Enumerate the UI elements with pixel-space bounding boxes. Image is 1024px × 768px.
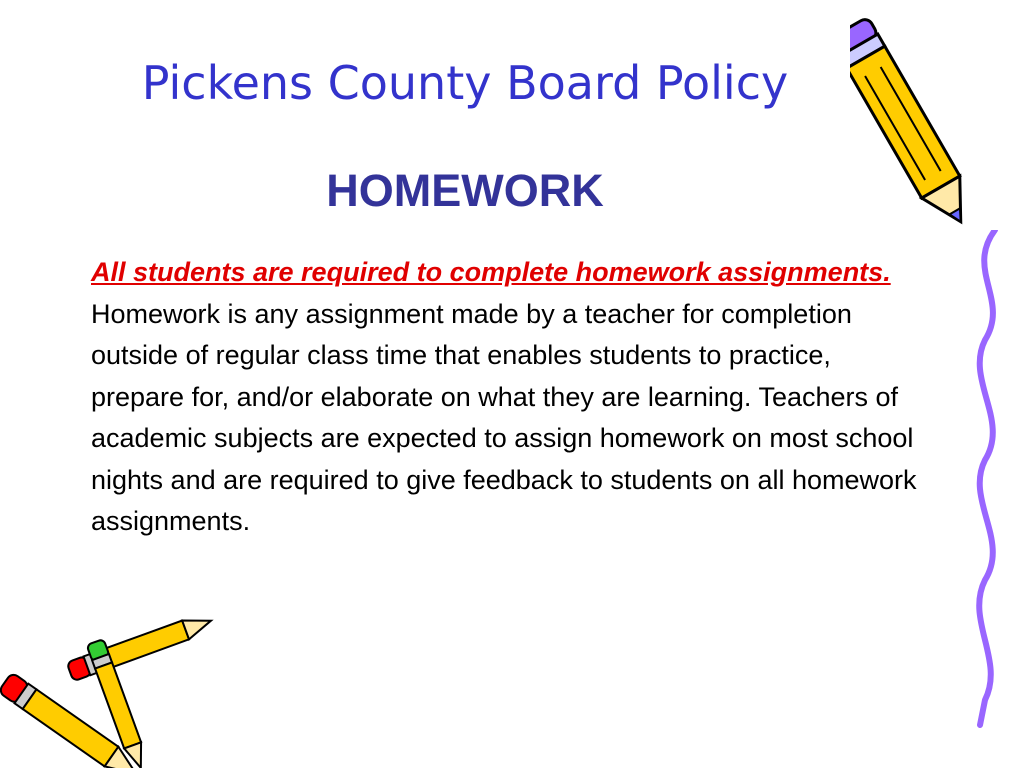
slide-subtitle: HOMEWORK (326, 165, 604, 216)
policy-text: Homework is any assignment made by a teacher for completion outside of regular class time that enables students to practice, prepare for, and/or elaborate on what they are learning. Teachers of academic subjects are expected to assign homework on most school nights and are required to give feedback to students on all homework assignments. (91, 298, 917, 536)
crossed-pencils-icon (0, 612, 215, 768)
policy-emphasis: All students are required to complete homework assignments. (91, 257, 891, 287)
squiggle-line (955, 230, 1015, 730)
slide-title: Pickens County Board Policy (141, 56, 789, 110)
policy-paragraph (91, 252, 931, 543)
pencil-icon (850, 0, 1010, 250)
